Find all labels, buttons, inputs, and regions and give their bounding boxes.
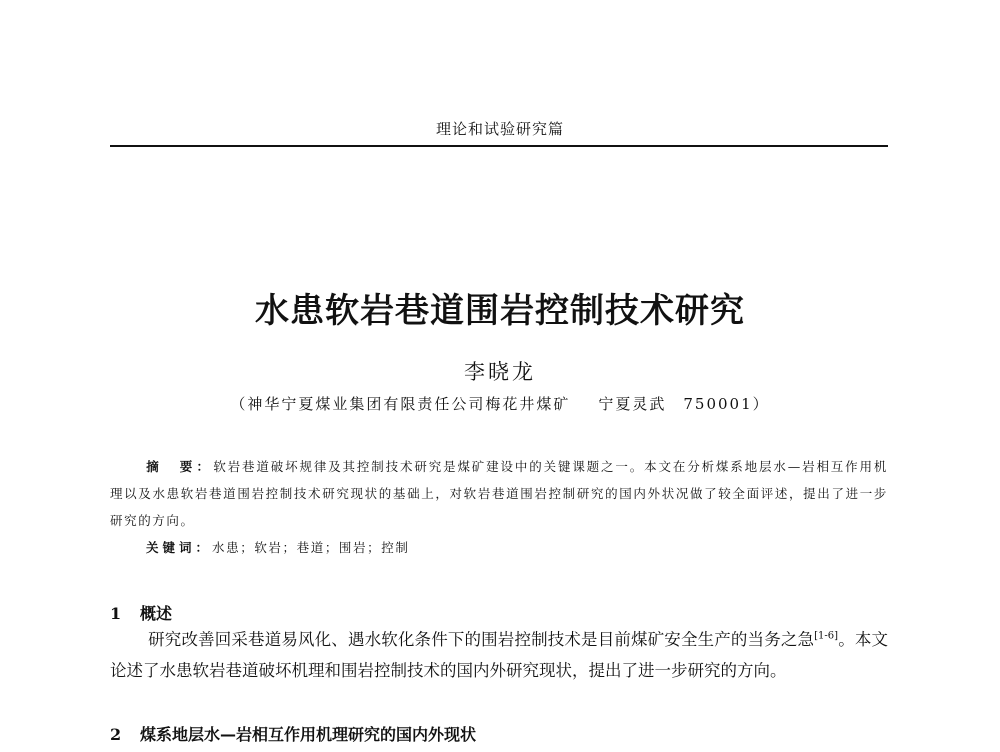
paper-title: 水患软岩巷道围岩控制技术研究 — [255, 291, 745, 331]
abstract — [110, 453, 888, 534]
section-heading-1 — [110, 601, 888, 624]
citation-ref: [1-6] — [814, 630, 839, 642]
section-number: 1 — [110, 604, 122, 623]
section-number: 2 — [110, 725, 122, 744]
keywords — [146, 538, 888, 556]
paragraph-text-b: 。本文论述了水患软岩巷道破坏机理和围岩控制技术的国内外研究现状，提出了进一步研究的方向。 — [110, 630, 889, 680]
author-name: 李晓龙 — [464, 360, 536, 384]
abstract-label: 摘 要： — [146, 459, 214, 474]
running-header: 理论和试验研究篇 — [435, 120, 564, 138]
keywords-label: 关键词： — [146, 540, 213, 555]
affiliation-org: （神华宁夏煤业集团有限责任公司梅花井煤矿 — [230, 395, 571, 413]
section-1-paragraph — [110, 624, 888, 686]
paragraph-text-a: 研究改善回采巷道易风化、遇水软化条件下的围岩控制技术是目前煤矿安全生产的当务之急 — [148, 630, 815, 649]
affiliation-location: 宁夏灵武 750001） — [598, 395, 770, 413]
keywords-text: 水患；软岩；巷道；围岩；控制 — [212, 540, 410, 555]
section-title: 煤系地层水—岩相互作用机理研究的国内外现状 — [140, 725, 477, 744]
section-title: 概述 — [140, 604, 173, 623]
header-rule — [110, 145, 888, 147]
abstract-text: 软岩巷道破坏规律及其控制技术研究是煤矿建设中的关键课题之一。本文在分析煤系地层水—岩相互作用机理以及水患软岩巷道围岩控制技术研究现状的基础上，对软岩巷道围岩控制研究的国内外状况做了较全面评述，提出了进一步研究的方向。 — [110, 459, 888, 528]
section-heading-2 — [110, 722, 888, 745]
author-affiliation — [0, 393, 1000, 414]
